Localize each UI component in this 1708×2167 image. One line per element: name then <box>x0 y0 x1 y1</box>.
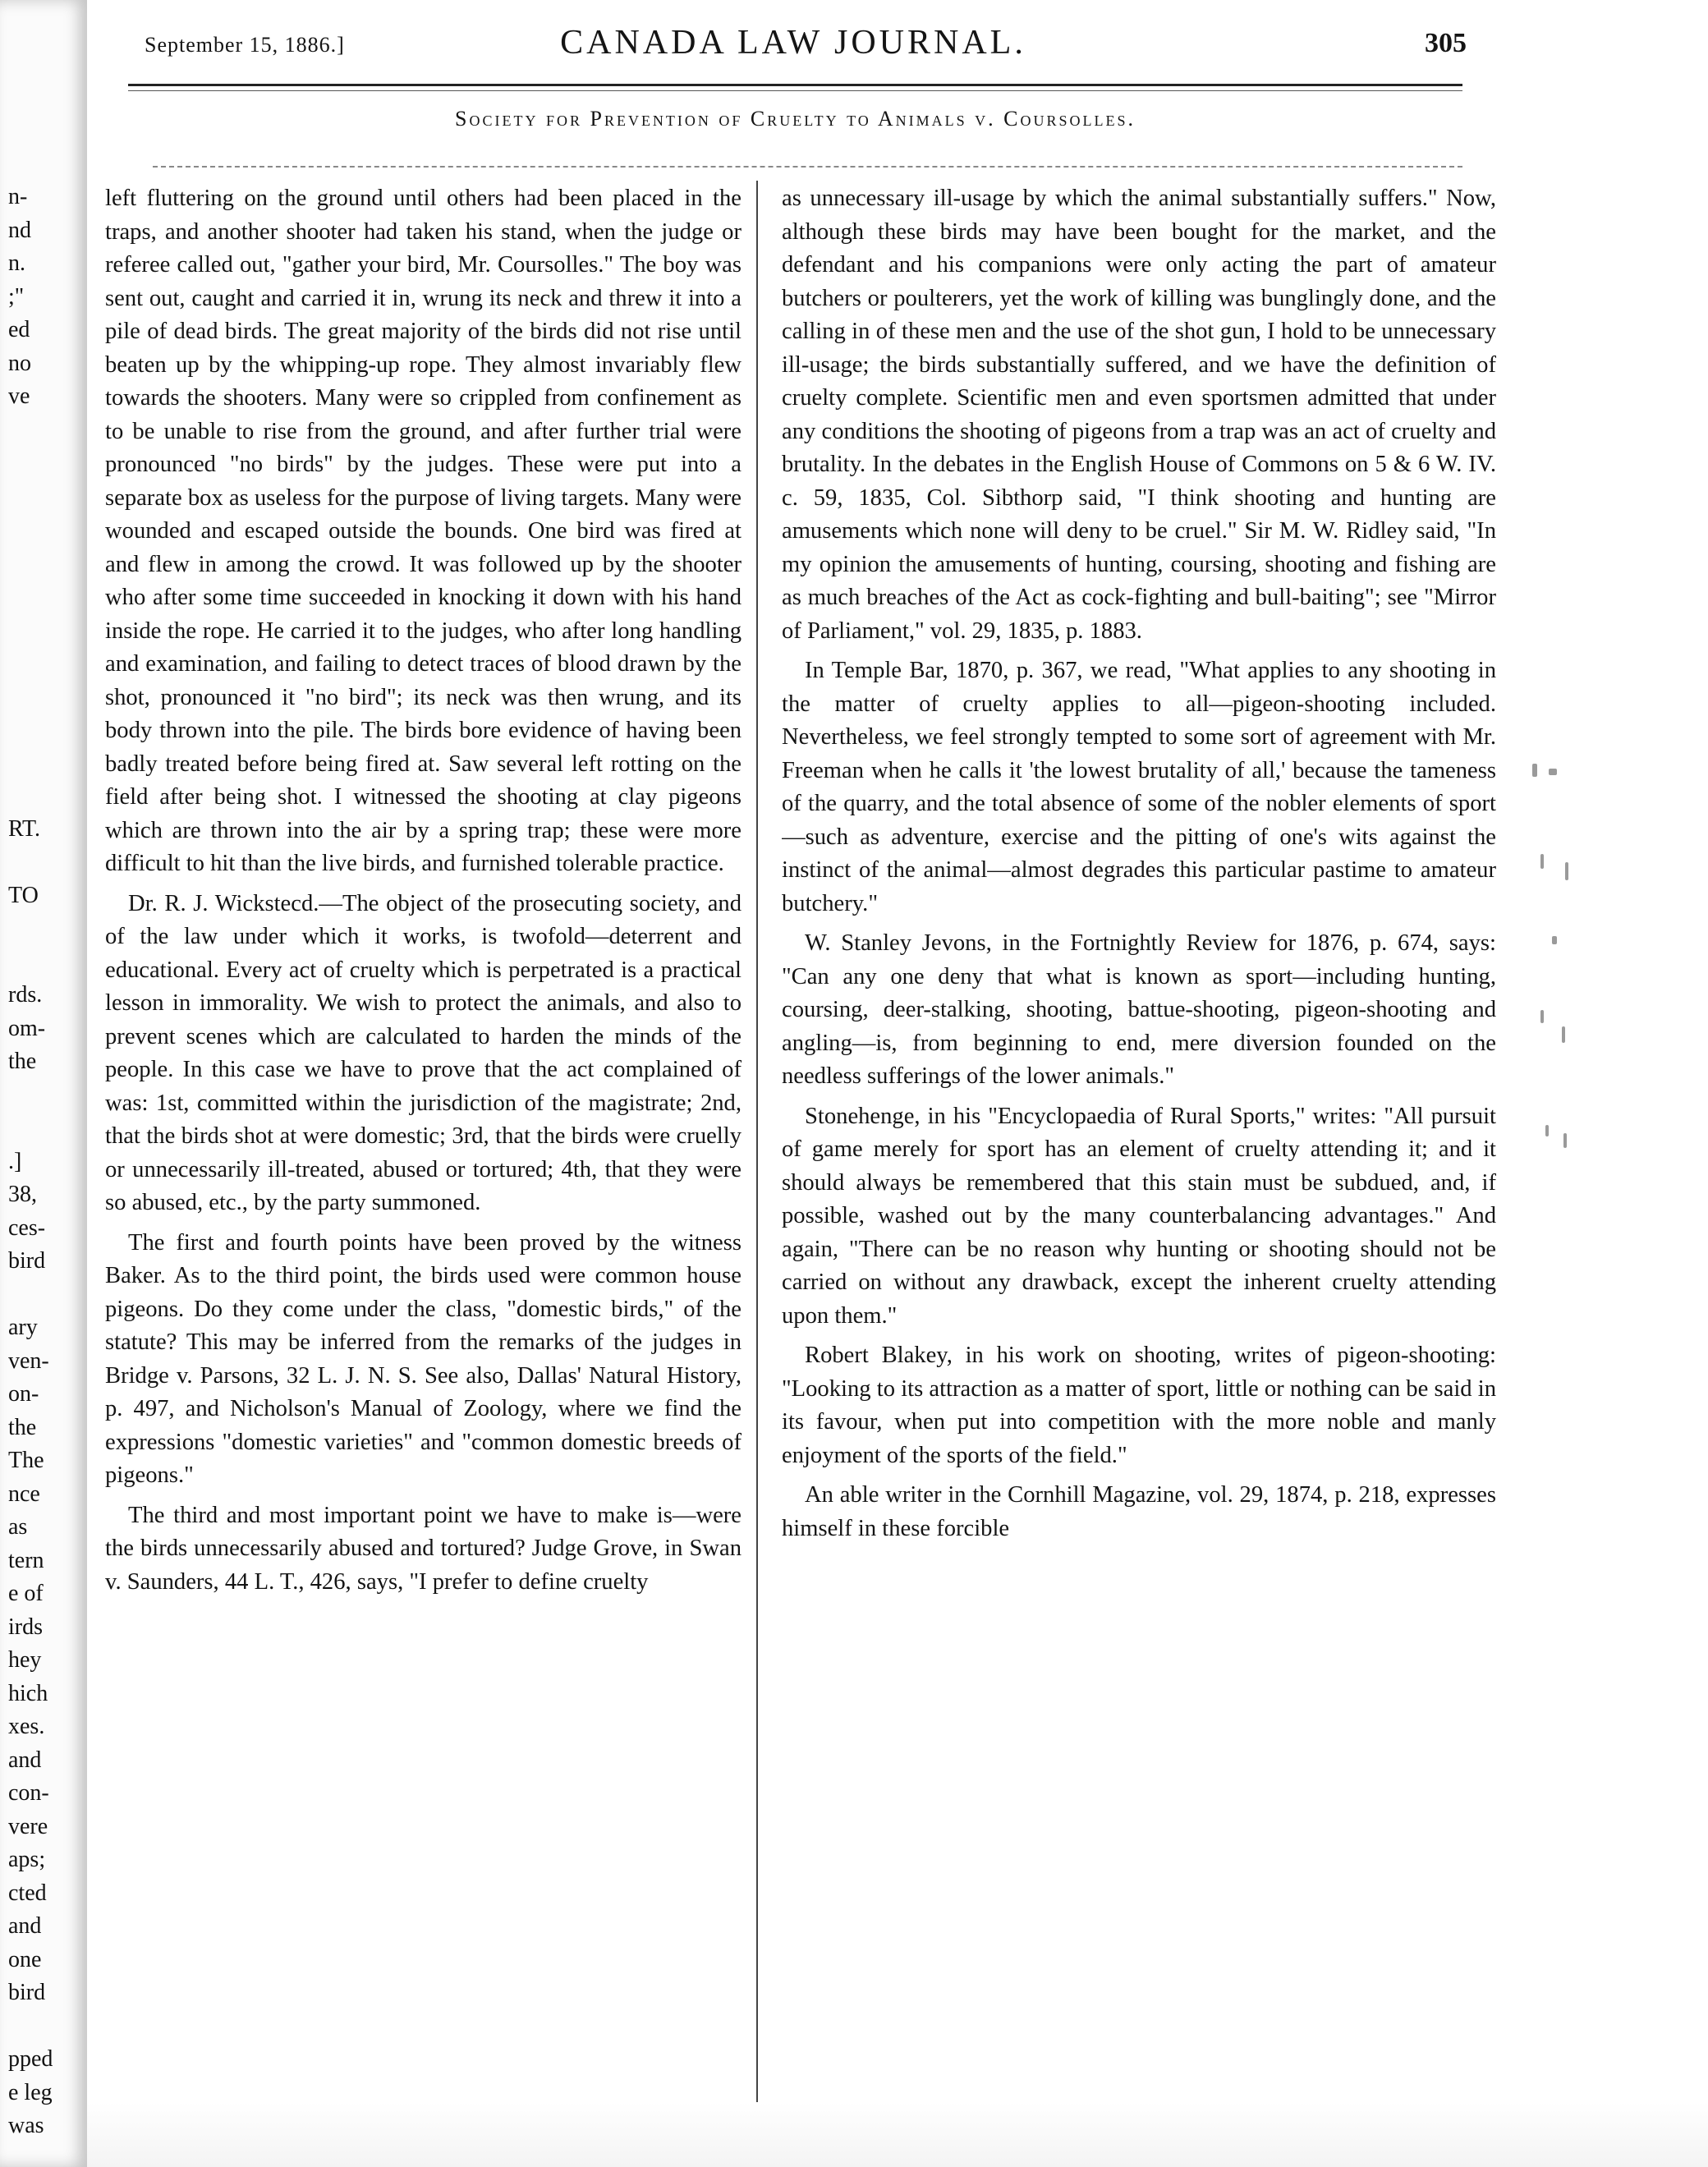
margin-fragment: tern <box>8 1547 44 1573</box>
margin-specks <box>1516 739 1614 1166</box>
paragraph: An able writer in the Cornhill Magazine, vol. 29, 1874, p. 218, expresses himself in these forcible <box>782 1482 1496 1541</box>
paragraph: The third and most important point we have to make is—were the birds unnecessarily abused and tortured? Judge Grove, in Swan v. Saunders, 44 L. T., 426, says, "I prefer to define cruelty <box>105 1502 742 1595</box>
paragraph: The first and fourth points have been proved by the witness Baker. As to the third point, the birds used were common house pigeons. Do they come under the class, "domestic birds," of the statute? This may be inferred from the remarks of the judges in Bridge v. Parsons, 32 L. J. N. S. See also, Dallas' Natural History, p. 497, and Nicholson's Manual of Zoology, where we find the expressions "domestic varieties" and "common domestic breeds of pigeons." <box>105 1229 742 1488</box>
margin-fragment: pped <box>8 2046 53 2072</box>
paragraph: Robert Blakey, in his work on shooting, writes of pigeon-shooting: "Looking to its attraction as a matter of sport, little or nothing can be said in its favour, when put into competition with the more noble and manly enjoyment of the sports of the field." <box>782 1343 1496 1468</box>
margin-fragment: hich <box>8 1680 48 1706</box>
margin-fragment: irds <box>8 1614 43 1640</box>
margin-fragment: and <box>8 1913 42 1939</box>
margin-fragment: and <box>8 1747 42 1773</box>
page-number: 305 <box>1425 28 1467 58</box>
margin-fragment: vere <box>8 1813 48 1839</box>
right-column <box>782 182 1496 2137</box>
page-bottom-edge <box>87 2102 1708 2167</box>
margin-fragment: the <box>8 1049 37 1074</box>
margin-fragment: nce <box>8 1481 40 1507</box>
margin-fragment: ve <box>8 383 30 409</box>
margin-fragment: cted <box>8 1880 47 1906</box>
margin-fragment: n- <box>8 184 28 209</box>
margin-fragment: 38, <box>8 1182 37 1207</box>
paragraph: Stonehenge, in his "Encyclopaedia of Rural Sports," writes: "All pursuit of game merely for sport has an element of cruelty attending it; and it should always be remembered that this stain must be subdued, and, if possible, washed out by the many counterbalancing advantages." And again, "There can be no reason why hunting or shooting should not be carried on without any drawback, except the inherent cruelty attending upon them." <box>782 1103 1496 1329</box>
margin-fragment: ed <box>8 317 30 342</box>
margin-fragment: RT. <box>8 815 41 842</box>
margin-fragment: ary <box>8 1315 38 1340</box>
margin-fragment: as <box>8 1514 28 1540</box>
margin-fragment: one <box>8 1946 42 1972</box>
header-date: September 15, 1886.] <box>145 33 345 57</box>
adjacent-page-strip <box>0 0 90 2167</box>
page-header <box>120 23 1467 76</box>
margin-fragment: ces- <box>8 1214 46 1241</box>
left-column <box>105 182 742 2137</box>
header-rule <box>128 84 1462 86</box>
header-rule-thin <box>128 90 1462 91</box>
margin-fragment: n. <box>8 250 25 276</box>
margin-fragment: TO <box>8 882 39 908</box>
margin-fragment: om- <box>8 1015 46 1041</box>
margin-fragment: xes. <box>8 1714 45 1739</box>
column-divider <box>756 181 758 2135</box>
paragraph: as unnecessary ill-usage by which the animal substantially suffers." Now, although these birds may have been bought for the market, and the defendant and his companions were only acting the part of amateur butchers or poulterers, yet the work of killing was bunglingly done, and the calling in of these men and the use of the shot gun, I hold to be unnecessary ill-usage; the birds substantially suffered, and we have the definition of cruelty complete. Scientific men and even sportsmen admitted that under any conditions the shooting of pigeons from a trap was an act of cruelty and brutality. In the debates in the English House of Commons on 5 & 6 W. IV. c. 59, 1835, Col. Sibthorp said, "I think shooting and hunting are amusements which none will deny to be cruel." Sir M. W. Ridley said, "In my opinion the amusements of hunting, coursing, shooting and fishing are as much breaches of the Act as cock-fighting and bull-baiting"; see "Mirror of Parliament," vol. 29, 1835, p. 1883. <box>782 186 1496 644</box>
margin-fragment: The <box>8 1448 44 1473</box>
paragraph: left fluttering on the ground until others had been placed in the traps, and another shooter had taken his stand, when the judge or referee called out, "gather your bird, Mr. Coursolles." The boy was sent out, caught and carried it in, wrung its neck and threw it into a pile of dead birds. The great majority of the birds did not rise until beaten up by the whipping-up rope. They almost invariably flew towards the shooters. Many were so crippled from confinement as to be unable to rise from the ground, and after further trial were pronounced "no birds" by the judges. These were put into a separate box as useless for the purpose of living targets. Many were wounded and escaped outside the bounds. One bird was fired at and flew in among the crowd. It was followed up by the shooter who after some time succeeded in knocking it down with his hand inside the rope. He carried it to the judges, who after long handling and examination, and failing to detect traces of blood drawn by the shot, pronounced it "no bird"; its neck was then wrung, and its body thrown into the pile. The birds bore evidence of having been badly treated before being fired at. Saw several left rotting on the field after being shot. I witnessed the shooting at clay pigeons which are thrown into the air by a spring trap; these were more difficult to hit than the live birds, and furnished tolerable practice. <box>105 186 742 876</box>
column-top-rule <box>153 166 1462 168</box>
paragraph: In Temple Bar, 1870, p. 367, we read, "What applies to any shooting in the matter of cruelty applies to all—pigeon-shooting included. Nevertheless, we feel strongly tempted to some sort of agreement with Mr. Freeman when he calls it 'the lowest brutality of all,' because the tameness of the quarry, and the total absence of some of the nobler elements of sport—such as adventure, exercise and the pitting of one's wits against the instinct of the animal—almost degrades this particular pastime to amateur butchery." <box>782 658 1496 916</box>
margin-fragment: was <box>8 2113 44 2138</box>
margin-fragment: ven- <box>8 1347 49 1374</box>
margin-fragment: nd <box>8 217 31 243</box>
journal-page <box>87 0 1708 2167</box>
margin-fragment: on- <box>8 1381 39 1407</box>
margin-fragment: e of <box>8 1581 44 1606</box>
running-title: Society for Prevention of Cruelty to Animals v. Coursolles. <box>455 107 1136 131</box>
margin-fragment: .] <box>8 1148 22 1174</box>
margin-fragment: aps; <box>8 1847 46 1872</box>
margin-fragment: bird <box>8 1980 46 2005</box>
paragraph: Dr. R. J. Wickstecd.—The object of the prosecuting society, and of the law under which it works, is twofold—deterrent and educational. Every act of cruelty which is perpetrated is a practical lesson in immorality. We wish to protect the animals, and also to prevent scenes which are calculated to harden the minds of the people. In this case we have to prove that the act complained of was: 1st, committed within the jurisdiction of the magistrate; 2nd, that the birds shot at were domestic; 3rd, that the birds were cruelly or unnecessarily ill-treated, abused or tortured; 4th, that they were so abused, etc., by the party summoned. <box>105 890 742 1215</box>
paragraph: W. Stanley Jevons, in the Fortnightly Review for 1876, p. 674, says: "Can any one deny that what is known as sport—including hunting, coursing, deer-stalking, shooting, battue-shooting, pigeon-shooting and angling—is, from beginning to end, mere diversion founded on the needless sufferings of the lower animals." <box>782 930 1496 1089</box>
margin-fragment: ;" <box>8 283 25 310</box>
margin-fragment: e leg <box>8 2079 53 2105</box>
margin-fragment: the <box>8 1414 37 1440</box>
margin-fragment: hey <box>8 1647 42 1673</box>
margin-fragment: bird <box>8 1248 46 1274</box>
margin-fragment: rds. <box>8 982 43 1008</box>
journal-title: CANADA LAW JOURNAL. <box>560 24 1026 62</box>
margin-fragment: con- <box>8 1780 49 1806</box>
margin-fragment: no <box>8 350 31 376</box>
